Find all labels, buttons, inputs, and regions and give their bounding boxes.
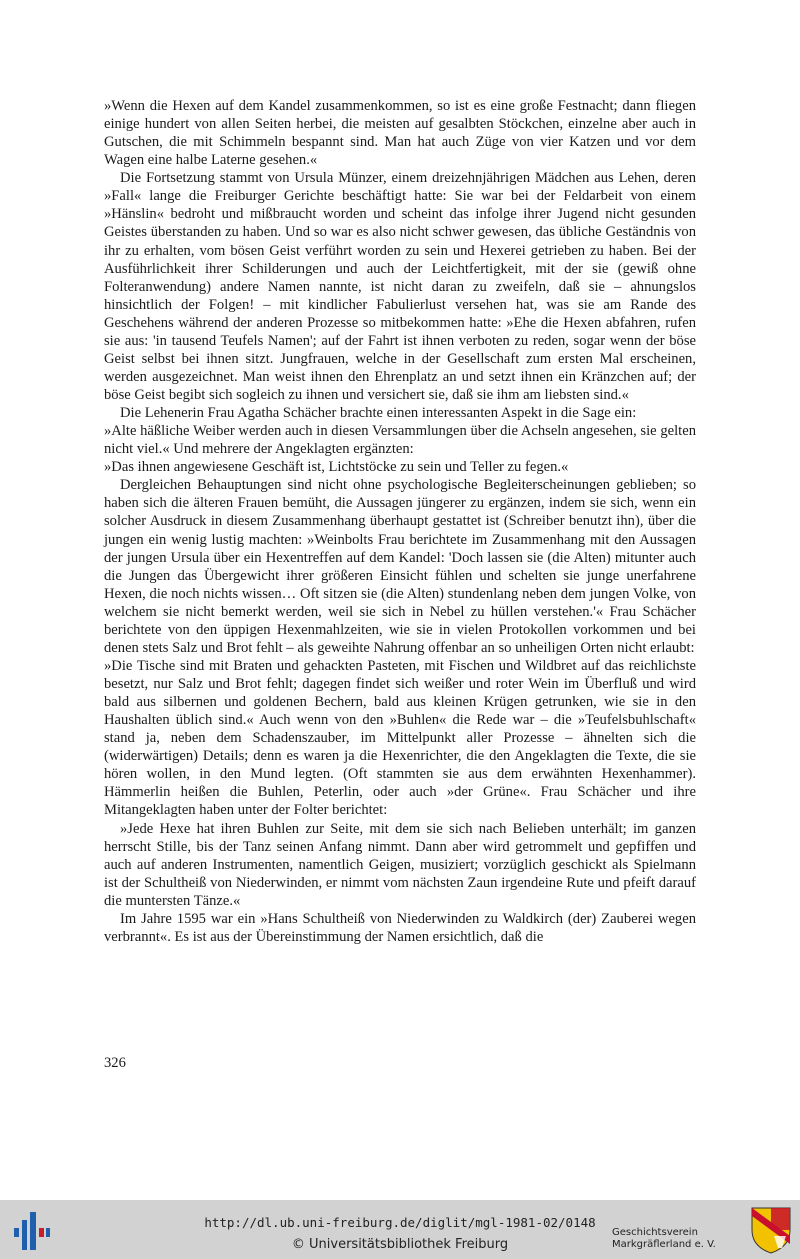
paragraph: »Alte häßliche Weiber werden auch in diesen Versammlungen über die Achseln angesehen, sie gelten nicht viel.« Und mehrere der Angeklagten ergänzten: xyxy=(104,423,696,458)
document-url-link[interactable]: http://dl.ub.uni-freiburg.de/diglit/mgl-1981-02/0148 xyxy=(204,1215,596,1230)
society-name-line1: Geschichtsverein xyxy=(612,1227,698,1238)
page-number: 326 xyxy=(104,1055,126,1071)
society-name-line2: Markgräflerland e. V. xyxy=(612,1239,716,1250)
copyright-text: © Universitätsbibliothek Freiburg xyxy=(291,1237,509,1252)
society-name xyxy=(612,1227,752,1251)
viewer-footer xyxy=(0,1200,800,1259)
paragraph: Die Lehenerin Frau Agatha Schächer brachte einen interessanten Aspekt in die Sage ein: xyxy=(120,405,637,422)
library-logo-icon[interactable] xyxy=(12,1208,52,1254)
paragraph: Dergleichen Behauptungen sind nicht ohne psychologische Begleiterscheinungen geblieben; so haben sich die älteren Frauen bemüht, die Aussagen jüngerer zu ergänzen, indem sie sich, wenn ein solcher Ausdruck in diesem Zusammenhang überhaupt gestattet ist (Schreiber benutzt ihn), über die jungen ein wenig lustig machten: »Weinbolts Frau berichtete im Zusammenhang mit den Aussagen der jungen Ursula über ein Hexentreffen auf dem Kandel: 'Doch lassen sie (die Alten) mitunter auch die Jungen das Übergewicht ihrer größeren Einsicht fühlen und schelten sie junge unerfahrene Hexen, die noch nichts wissen… Oft sitzen sie (die Alten) stundenlang neben dem jungen Volke, von welchem sie nicht bemerkt werden, weil sie sich in Nebel zu hüllen verstehen.'« Frau Schächer berichtete von den üppigen Hexenmahlzeiten, wie sie in vielen Protokollen vorkommen und bei denen stets Salz und Brot fehlt – als geweihte Nahrung offenbar an so unheiligen Orten nicht erlaubt: xyxy=(104,477,696,656)
paragraph: Im Jahre 1595 war ein »Hans Schultheiß von Niederwinden zu Waldkirch (der) Zauberei wegen verbrannt«. Es ist aus der Übereinstimmung der Namen ersichtlich, daß die xyxy=(104,910,696,945)
body-text xyxy=(104,97,696,946)
paragraph: »Wenn die Hexen auf dem Kandel zusammenkommen, so ist es eine große Festnacht; dann fliegen einige hundert von allen Seiten herbei, die meisten auf gesalbten Stöckchen, einzelne aber auch in Gutschen, die mit Schimmeln bespannt sind. Man hat auch Züge von vier Katzen und vor dem Wagen eine halbe Laterne gesehen.« xyxy=(104,98,696,169)
paragraph: Die Fortsetzung stammt von Ursula Münzer, einem dreizehnjährigen Mädchen aus Lehen, deren »Fall« lange die Freiburger Gerichte beschäftigt hatte: Sie war bei der Feldarbeit von einem »Hänslin« bedroht und mißbraucht worden und scheint das infolge ihrer Jugend nicht gesunden Geistes überstanden zu haben. Und so war es also nicht schwer gewesen, das übliche Geständnis von ihr zu erhalten, vom bösen Geist verführt worden zu sein und Hexerei getrieben zu haben. Bei der Ausführlichkeit ihrer Schilderungen und auch der Leichtfertigkeit, mit der sie (gewiß ohne Folteranwendung) andere Namen nannte, ist nicht daran zu zweifeln, daß sie – ahnungslos hinsichtlich der Folgen! – mit kindlicher Fabulierlust versehen hat, was sie am Rande des Geschehens während der anderen Prozesse so mitbekommen hatte: »Ehe die Hexen abfahren, rufen sie aus: 'in tausend Teufels Namen'; auf der Fahrt ist ihnen verboten zu reden, sogar wenn der böse Geist selbst bei ihnen sitzt. Jungfrauen, welche in der Gesellschaft zum ersten Mal erscheinen, werden ausgezeichnet. Man weist ihnen den Ehrenplatz an und setzt ihnen ein Kränzchen auf; der böse Geist begibt sich sogleich zu ihnen und versichert sie, daß sie ihm am liebsten sind.« xyxy=(104,170,696,403)
paragraph: »Die Tische sind mit Braten und gehackten Pasteten, mit Fischen und Wildbret auf das reichlichste besetzt, nur Salz und Brot fehlt; dagegen findet sich weißer und roter Wein im Überfluß und wird bald aus silbernen und goldenen Bechern, bald aus kleinen Krügen getrunken, wie sie in den Haushalten üblich sind.« Auch wenn von den »Buhlen« die Rede war – die »Teufelsbuhlschaft« stand ja, neben dem Schadenszauber, im Mittelpunkt aller Prozesse – ähnelten sich die (widerwärtigen) Details; denn es waren ja die Hexenrichter, die den Angeklagten die Texte, die sie hören wollen, in den Mund legten. (Oft stammten sie aus dem erwähnten Hexenhammer). Hämmerlin heißen die Buhlen, Peterlin, oder auch »der Grüne«. Frau Schächer und ihre Mitangeklagten haben unter der Folter berichtet: xyxy=(104,657,696,819)
paragraph: »Jede Hexe hat ihren Buhlen zur Seite, mit dem sie sich nach Belieben unterhält; im ganzen herrscht Stille, bis der Tanz seinen Anfang nimmt. Dann aber wird getrommelt und gepfiffen und auch auf anderen Instrumenten, namentlich Geigen, musiziert; vorzüglich geschickt als Spielmann ist der Schultheiß von Niederwinden, er nimmt vom nächsten Zaun irgendeine Rute und pfeift darauf die muntersten Tänze.« xyxy=(104,820,696,909)
paragraph: »Das ihnen angewiesene Geschäft ist, Lichtstöcke zu sein und Teller zu fegen.« xyxy=(104,459,569,476)
coat-of-arms-icon xyxy=(750,1206,792,1254)
